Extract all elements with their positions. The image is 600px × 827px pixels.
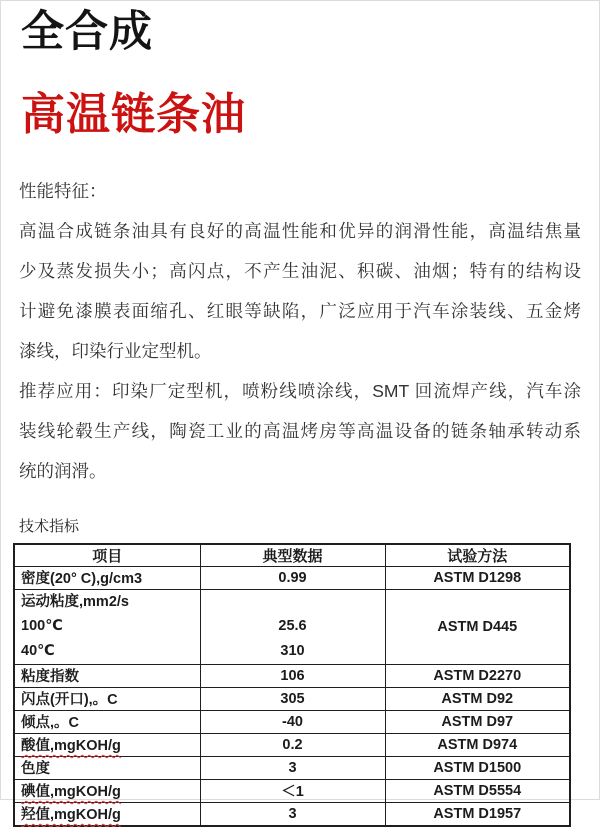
table-row-flash-point [14, 687, 570, 710]
product-series-title: 全合成 [21, 8, 153, 56]
application-paragraph-line: 统的润滑。 [19, 460, 107, 481]
spec-method-cell: ASTM D1500 [385, 756, 570, 779]
spec-value-cell: 106 [200, 664, 385, 687]
spec-table-heading: 技术指标 [19, 517, 80, 535]
spec-item-line: 运动粘度,mm2/s [21, 593, 129, 610]
performance-paragraph-line: 漆线，印染行业定型机。 [19, 340, 212, 361]
application-paragraph-line: 推荐应用：印染厂定型机，喷粉线喷涂线，SMT 回流焊产线，汽车涂 [19, 380, 581, 401]
spellcheck-underlined-text: 碘值,mgKOH/g [21, 784, 121, 801]
spec-item-cell: 密度(20° C),g/cm3 [14, 566, 200, 589]
spec-value-line [201, 590, 385, 615]
spec-table [13, 543, 571, 827]
spec-value-cell: -40 [200, 710, 385, 733]
spec-method-cell: ASTM D5554 [385, 779, 570, 802]
table-row-kinematic-viscosity [14, 589, 570, 664]
table-row-iodine-value [14, 779, 570, 802]
spec-method-cell: ASTM D92 [385, 687, 570, 710]
spec-method-cell: ASTM D1957 [385, 802, 570, 826]
table-row-pour-point [14, 710, 570, 733]
spec-value-cell: 0.2 [200, 733, 385, 756]
table-header-row [14, 544, 570, 567]
spec-item-cell: 粘度指数 [14, 664, 200, 687]
performance-paragraph-line: 计避免漆膜表面缩孔、红眼等缺陷，广泛应用于汽车涂装线、五金烤 [19, 300, 581, 321]
table-row-density [14, 566, 570, 589]
table-row-viscosity-index [14, 664, 570, 687]
spec-item-cell: 倾点,。C [14, 710, 200, 733]
spec-item-cell [14, 779, 200, 802]
application-paragraph-line: 装线轮毂生产线，陶瓷工业的高温烤房等高温设备的链条轴承转动系 [19, 420, 581, 441]
spec-item-line: 100℃ [21, 618, 63, 635]
performance-paragraph-line: 高温合成链条油具有良好的高温性能和优异的润滑性能，高温结焦量 [19, 220, 581, 241]
product-name-title: 高温链条油 [21, 89, 246, 139]
spec-value-line: 25.6 [278, 618, 307, 635]
spec-value-line: 310 [280, 642, 305, 659]
spec-item-cell: 色度 [14, 756, 200, 779]
spec-value-cell: 3 [200, 756, 385, 779]
column-header-test-method: 试验方法 [385, 544, 570, 567]
table-row-acid-value [14, 733, 570, 756]
table-row-hydroxyl-value [14, 802, 570, 826]
spec-method-cell: ASTM D974 [385, 733, 570, 756]
spec-method-cell: ASTM D2270 [385, 664, 570, 687]
spec-value-cell: 3 [200, 802, 385, 826]
spellcheck-underlined-text: 羟值,mgKOH/g [21, 807, 121, 824]
performance-paragraph-line: 少及蒸发损失小；高闪点，不产生油泥、积碳、油烟；特有的结构设 [19, 260, 581, 281]
spec-item-cell: 闪点(开口),。C [14, 687, 200, 710]
spec-method-cell: ASTM D97 [385, 710, 570, 733]
spec-method-cell: ASTM D445 [385, 589, 570, 664]
spec-value-cell [200, 589, 385, 664]
column-header-typical-data: 典型数据 [200, 544, 385, 567]
spec-item-cell [14, 733, 200, 756]
spec-item-line: 40℃ [21, 642, 55, 659]
table-row-color [14, 756, 570, 779]
spec-value-cell: 0.99 [200, 566, 385, 589]
body-text [19, 171, 581, 491]
spellcheck-underlined-text: 酸值,mgKOH/g [21, 738, 121, 755]
spec-value-cell: ＜1 [200, 779, 385, 802]
spec-item-cell [14, 802, 200, 826]
spec-method-cell: ASTM D1298 [385, 566, 570, 589]
performance-section-heading: 性能特征： [19, 180, 107, 201]
column-header-item: 项目 [14, 544, 200, 567]
spec-value-cell: 305 [200, 687, 385, 710]
spec-item-cell [14, 589, 200, 664]
